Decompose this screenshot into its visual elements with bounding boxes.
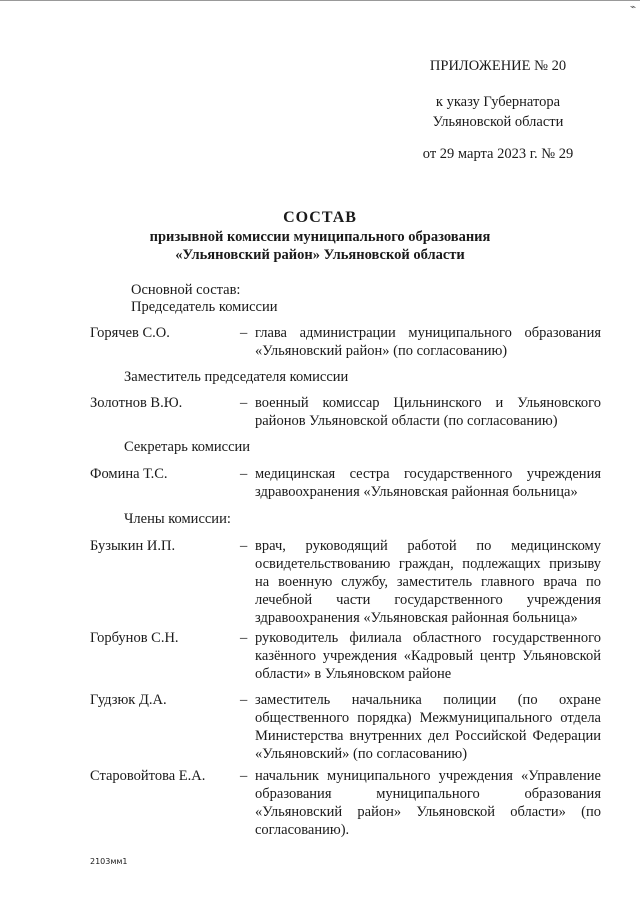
section-chair-label: Председатель комиссии (131, 299, 278, 315)
member-name: Золотнов В.Ю. (90, 395, 183, 411)
dash: – (240, 325, 248, 341)
decree-line-1: к указу Губернатора (435, 94, 561, 110)
member-name: Горячев С.О. (90, 325, 170, 341)
appendix-number: ПРИЛОЖЕНИЕ № 20 (429, 58, 567, 74)
member-position: медицинская сестра государственного учреждения здравоохранения «Ульяновская районная больница» (255, 466, 601, 500)
member-position: военный комиссар Цильнинского и Ульяновского районов Ульяновской области (по согласованию) (255, 395, 601, 429)
dash: – (240, 630, 248, 646)
decree-line-2: Ульяновской области (432, 114, 564, 130)
dash: – (240, 692, 248, 708)
member-position: начальник муниципального учреждения «Управление образования муниципального образования «Ульяновский район» Ульяновской области» (по согласованию). (255, 768, 601, 838)
decree-date: от 29 марта 2023 г. № 29 (422, 146, 574, 162)
member-position: глава администрации муниципального образования «Ульяновский район» (по согласованию) (255, 325, 601, 359)
member-position: врач, руководящий работой по медицинскому освидетельствованию граждан, подлежащих призыву на военную службу, заместитель главного врача по лечебной части государственного учреждения здравоохранения «Ульяновская районная больница» (255, 538, 601, 626)
member-name: Фомина Т.С. (90, 466, 168, 482)
decree-reference (418, 92, 578, 132)
document-subtitle-2: «Ульяновский район» Ульяновской области (175, 247, 465, 263)
document-subtitle-1: призывной комиссии муниципального образования (149, 229, 491, 245)
dash: – (240, 768, 248, 784)
member-position: руководитель филиала областного государственного казённого учреждения «Кадровый центр Ульяновской области» в Ульяновском районе (255, 630, 601, 682)
member-name: Старовойтова Е.А. (90, 768, 206, 784)
dash: – (240, 395, 248, 411)
member-name: Гудзюк Д.А. (90, 692, 167, 708)
document-title: СОСТАВ (283, 209, 357, 226)
top-edge-line (0, 0, 640, 1)
member-name: Горбунов С.Н. (90, 630, 179, 646)
member-position: заместитель начальника полиции (по охране общественного порядка) Межмуниципального отдела Министерства внутренних дел Российской Федерации «Ульяновский» (по согласованию) (255, 692, 601, 762)
section-secretary-label: Секретарь комиссии (124, 439, 251, 455)
corner-mark: ⌁ (629, 2, 636, 13)
dash: – (240, 538, 248, 554)
footer-code: 2103мм1 (90, 857, 128, 866)
section-deputy-label: Заместитель председателя комиссии (124, 369, 349, 385)
member-name: Бузыкин И.П. (90, 538, 176, 554)
section-members-label: Члены комиссии: (124, 511, 231, 527)
main-composition-label: Основной состав: (131, 282, 241, 298)
dash: – (240, 466, 248, 482)
